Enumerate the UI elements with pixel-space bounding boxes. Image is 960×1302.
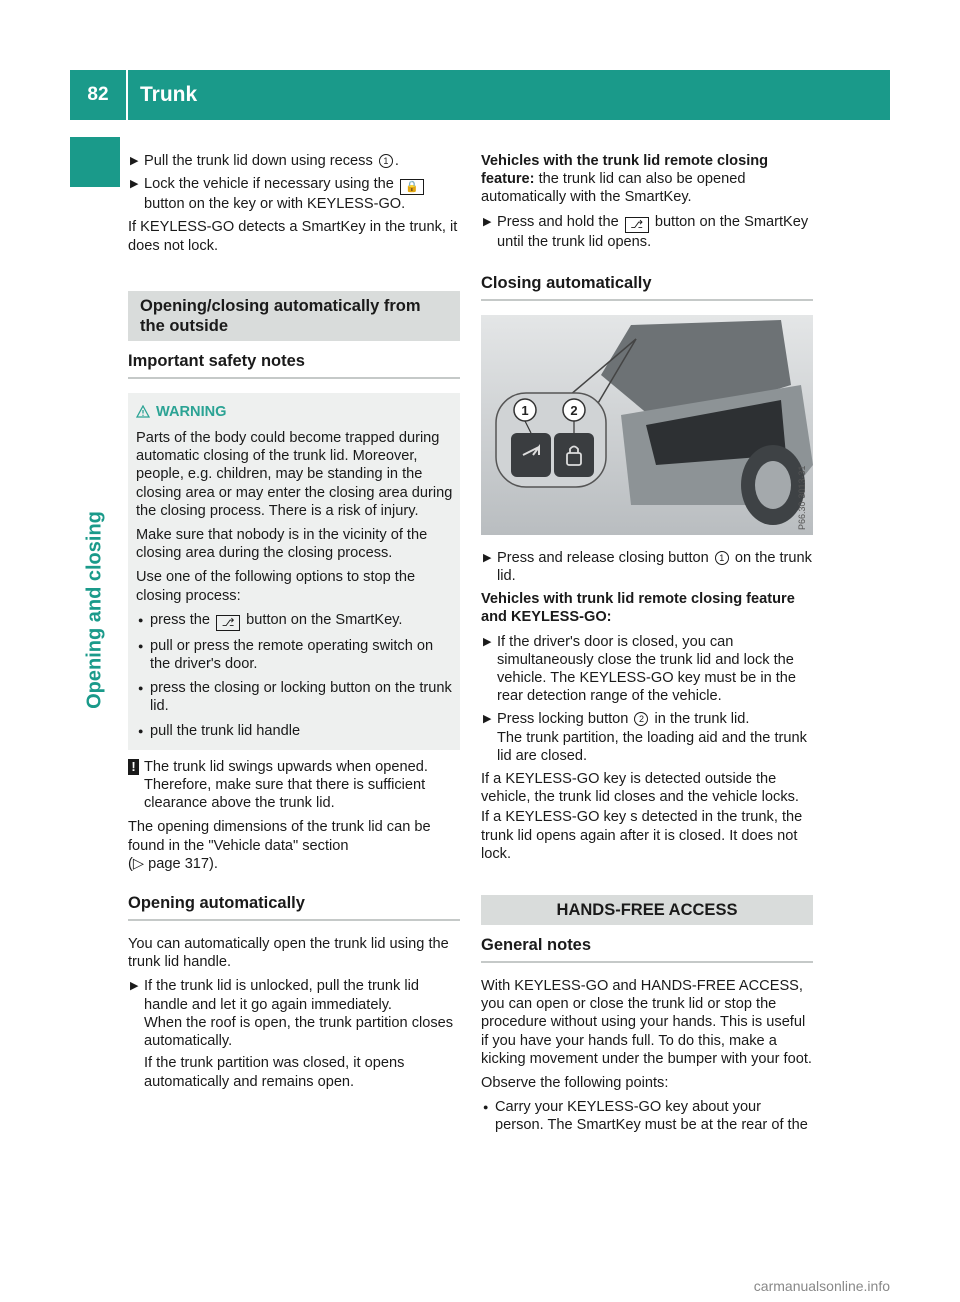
trunk-illustration — [481, 315, 813, 535]
paragraph-hands-free: With KEYLESS-GO and HANDS-FREE ACCESS, you can open or close the trunk lid or stop the procedure without using your hands. This is useful if you have your hands full. To do this, make a kicking movement under the bumper with your foot. — [481, 978, 812, 1067]
paragraph-remote-closing: Vehicles with the trunk lid remote closing feature: the trunk lid can also be opened automatically with the SmartKey. — [481, 153, 769, 206]
section-title-opening-closing: Opening/closing automatically from the outside — [128, 291, 460, 341]
paragraph-observe: Observe the following points: — [481, 1075, 669, 1092]
paragraph-keyless-trunk: If KEYLESS-GO detects a SmartKey in the trunk, it does not lock. — [128, 219, 458, 254]
step-lock-vehicle: ▶ Lock the vehicle if necessary using the 🔒 button on the key or with KEYLESS-GO. — [128, 175, 460, 213]
page-reference-link[interactable]: page 317). — [148, 855, 218, 872]
arrow-icon: ▶ — [483, 713, 492, 726]
left-column — [128, 152, 460, 1096]
list-item: ● press the closing or locking button on the trunk lid. — [138, 680, 452, 715]
sidebar-chapter-label: Opening and closing — [83, 511, 106, 709]
list-item: ● pull the trunk lid handle — [138, 722, 301, 739]
arrow-icon: ▶ — [130, 178, 139, 191]
circle-2-icon: 2 — [634, 712, 648, 726]
list-item: ● Carry your KEYLESS-GO key about your person. The SmartKey must be at the rear of the — [483, 1099, 808, 1134]
paragraph-open-auto: You can automatically open the trunk lid using the trunk lid handle. — [128, 936, 449, 971]
paragraph-opening-dimensions: The opening dimensions of the trunk lid can be found in the "Vehicle data" section (▷ page 317). — [128, 819, 431, 872]
subheading-opening-automatically: Opening automatically — [128, 893, 460, 921]
list-item: ● press the ⎇ button on the SmartKey. — [138, 611, 403, 629]
paragraph-keyless-heading: Vehicles with trunk lid remote closing feature and KEYLESS-GO: — [481, 591, 795, 626]
callout-2: 2 — [570, 402, 578, 418]
step-simultaneous-close: ▶ If the driver's door is closed, you can simultaneously close the trunk lid and lock the vehicle. The KEYLESS-GO key must be in the rear detection range of the vehicle. — [483, 633, 797, 705]
warning-paragraph: Make sure that nobody is in the vicinity of the closing area during the closing process. — [136, 527, 428, 562]
arrow-icon: ▶ — [483, 551, 492, 564]
trunk-buttons-photo — [481, 315, 813, 535]
photo-code: P66.30-3013-31 — [797, 465, 807, 530]
warning-title: WARNING — [136, 403, 454, 421]
arrow-icon: ▶ — [483, 635, 492, 648]
step-press-closing-button: ▶ Press and release closing button 1 on the trunk lid. — [483, 549, 812, 585]
arrow-icon: ▶ — [130, 155, 139, 167]
page-ref-arrow-icon: ▷ — [132, 855, 145, 872]
step-pull-handle: ▶ If the trunk lid is unlocked, pull the trunk lid handle and let it go again immediately. When the roof is open, the trunk partition closes automatically. If the trunk partition was closed, it opens automatically and remains open. — [130, 978, 454, 1090]
sidebar-block — [70, 137, 120, 187]
warning-box — [128, 393, 460, 750]
step-press-hold: ▶ Press and hold the ⎇ button on the SmartKey until the trunk lid opens. — [483, 213, 809, 250]
subheading-general-notes: General notes — [481, 935, 813, 963]
step-pull-trunk: ▶ Pull the trunk lid down using recess 1 . — [130, 153, 399, 169]
paragraph-key-outside: If a KEYLESS-GO key is detected outside the vehicle, the trunk lid closes and the vehicle locks. — [481, 771, 799, 806]
page-number: 82 — [87, 84, 109, 105]
step-press-locking: ▶ Press locking button 2 in the trunk lid. The trunk partition, the loading aid and the trunk lid are closed. — [483, 711, 807, 764]
trunk-button-icon: ⎇ — [216, 615, 240, 631]
callout-1: 1 — [521, 402, 529, 418]
page-title: Trunk — [140, 83, 198, 106]
trunk-button-icon: ⎇ — [625, 217, 649, 233]
circle-1-icon: 1 — [715, 551, 729, 565]
right-column — [481, 152, 813, 1141]
paragraph-key-inside: If a KEYLESS-GO key s detected in the trunk, the trunk lid opens again after it is closed. It does not lock. — [481, 809, 803, 862]
list-item: ● pull or press the remote operating switch on the driver's door. — [138, 637, 434, 673]
note-icon: ! — [128, 759, 139, 775]
warning-triangle-icon — [136, 405, 150, 418]
arrow-icon: ▶ — [130, 980, 139, 993]
subheading-closing-automatically: Closing automatically — [481, 273, 813, 301]
section-title-hands-free: HANDS-FREE ACCESS — [481, 895, 813, 925]
circle-1-icon: 1 — [379, 154, 393, 168]
lock-key-icon: 🔒 — [400, 179, 424, 195]
subheading-safety-notes: Important safety notes — [128, 351, 460, 379]
warning-paragraph: Parts of the body could become trapped during automatic closing of the trunk lid. Moreover, people, e.g. children, may be standing in the closing area or may enter the closing area during the closing process. There is a risk of injury. — [136, 430, 453, 519]
footer-watermark: carmanualsonline.info — [753, 1278, 890, 1294]
arrow-icon: ▶ — [483, 215, 492, 228]
warning-paragraph: Use one of the following options to stop the closing process: — [136, 569, 416, 604]
note-trunk-swings: ! The trunk lid swings upwards when opened. Therefore, make sure that there is sufficient clearance above the trunk lid. — [128, 758, 460, 813]
header-divider — [126, 70, 128, 120]
